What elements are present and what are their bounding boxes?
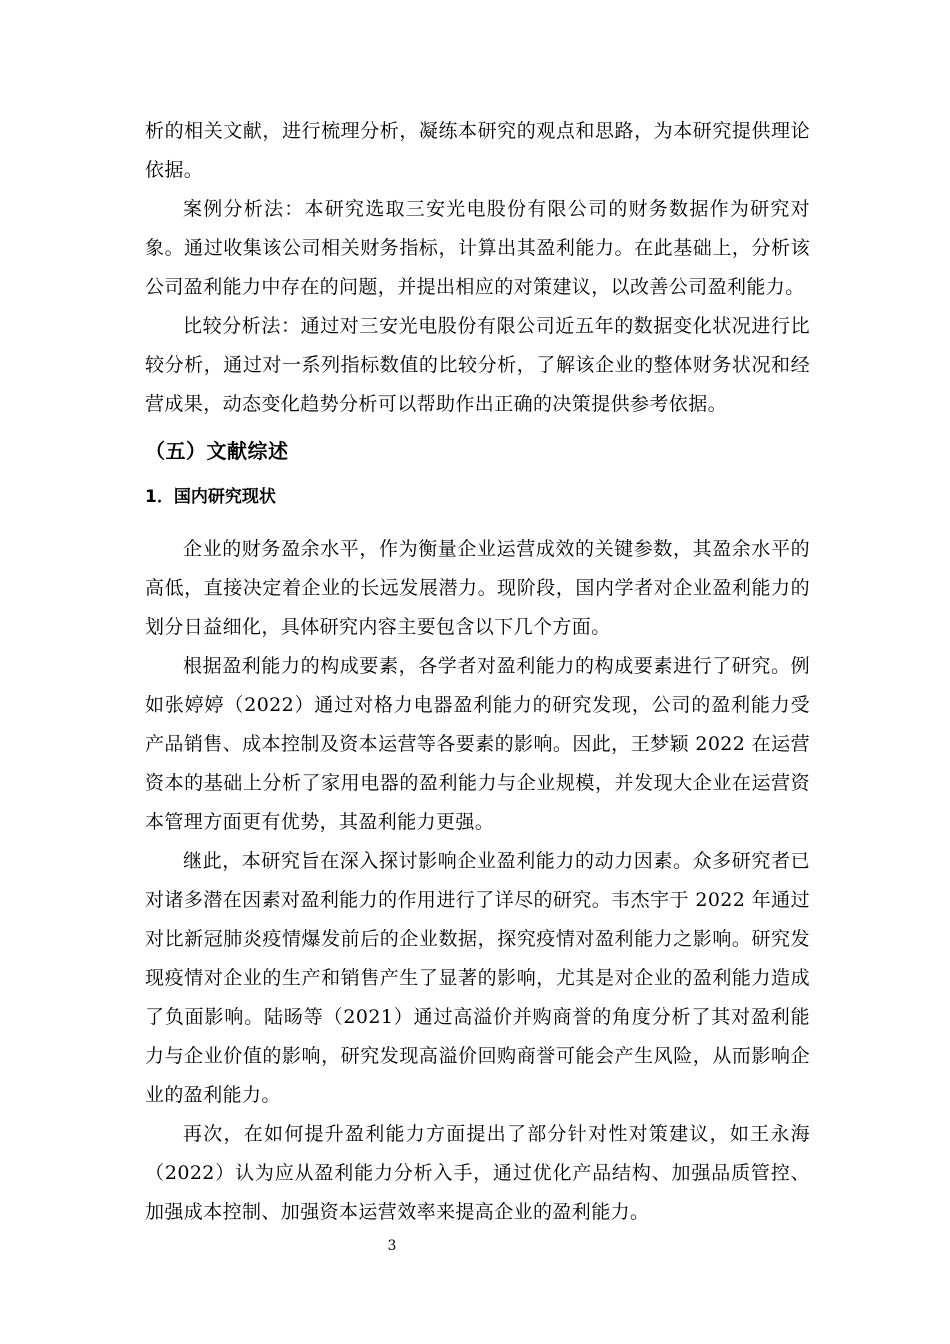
paragraph-profit-suggestions: 再次，在如何提升盈利能力方面提出了部分针对性对策建议，如王永海（2022）认为应从盈利能力分析入手，通过优化产品结构、加强品质管控、加强成本控制、加强资本运营效率来提高企业的盈利能力。 bbox=[145, 1123, 810, 1223]
paragraph-profit-components: 根据盈利能力的构成要素，各学者对盈利能力的构成要素进行了研究。例如张婷婷（2022）通过对格力电器盈利能力的研究发现，公司的盈利能力受产品销售、成本控制及资本运营等各要素的影响。因此，王梦颖 2022 在运营资本的基础上分析了家用电器的盈利能力与企业规模，并发现大企业在运营资本管理方面更有优势，其盈利能力更强。 bbox=[145, 655, 810, 833]
paragraph-case-analysis: 案例分析法：本研究选取三安光电股份有限公司的财务数据作为研究对象。通过收集该公司相关财务指标，计算出其盈利能力。在此基础上，分析该公司盈利能力中存在的问题，并提出相应的对策建议，以改善公司盈利能力。 bbox=[145, 198, 810, 298]
paragraph-comparative-analysis: 比较分析法：通过对三安光电股份有限公司近五年的数据变化状况进行比较分析，通过对一系列指标数值的比较分析，了解该企业的整体财务状况和经营成果，动态变化趋势分析可以帮助作出正确的决策提供参考依据。 bbox=[145, 315, 810, 415]
paragraph-method-intro-end: 析的相关文献，进行梳理分析，凝练本研究的观点和思路，为本研究提供理论依据。 bbox=[145, 120, 810, 181]
page-number: 3 bbox=[387, 1238, 397, 1254]
sub-heading-domestic-research: 1．国内研究现状 bbox=[145, 487, 276, 507]
paragraph-profit-factors: 继此，本研究旨在深入探讨影响企业盈利能力的动力因素。众多研究者已对诸多潜在因素对盈利能力的作用进行了详尽的研究。韦杰宇于 2022 年通过对比新冠肺炎疫情爆发前后的企业数据，探究疫情对盈利能力之影响。研究发现疫情对企业的生产和销售产生了显著的影响，尤其是对企业的盈利能力造成了负面影响。陆旸等（2021）通过高溢价并购商誉的角度分析了其对盈利能力与企业价值的影响，研究发现高溢价回购商誉可能会产生风险，从而影响企业的盈利能力。 bbox=[145, 850, 810, 1106]
paragraph-profit-level: 企业的财务盈余水平，作为衡量企业运营成效的关键参数，其盈余水平的高低，直接决定着企业的长远发展潜力。现阶段，国内学者对企业盈利能力的划分日益细化，具体研究内容主要包含以下几个方面。 bbox=[145, 538, 810, 638]
page-body bbox=[145, 112, 810, 1232]
section-heading-literature-review: （五）文献综述 bbox=[145, 439, 289, 463]
